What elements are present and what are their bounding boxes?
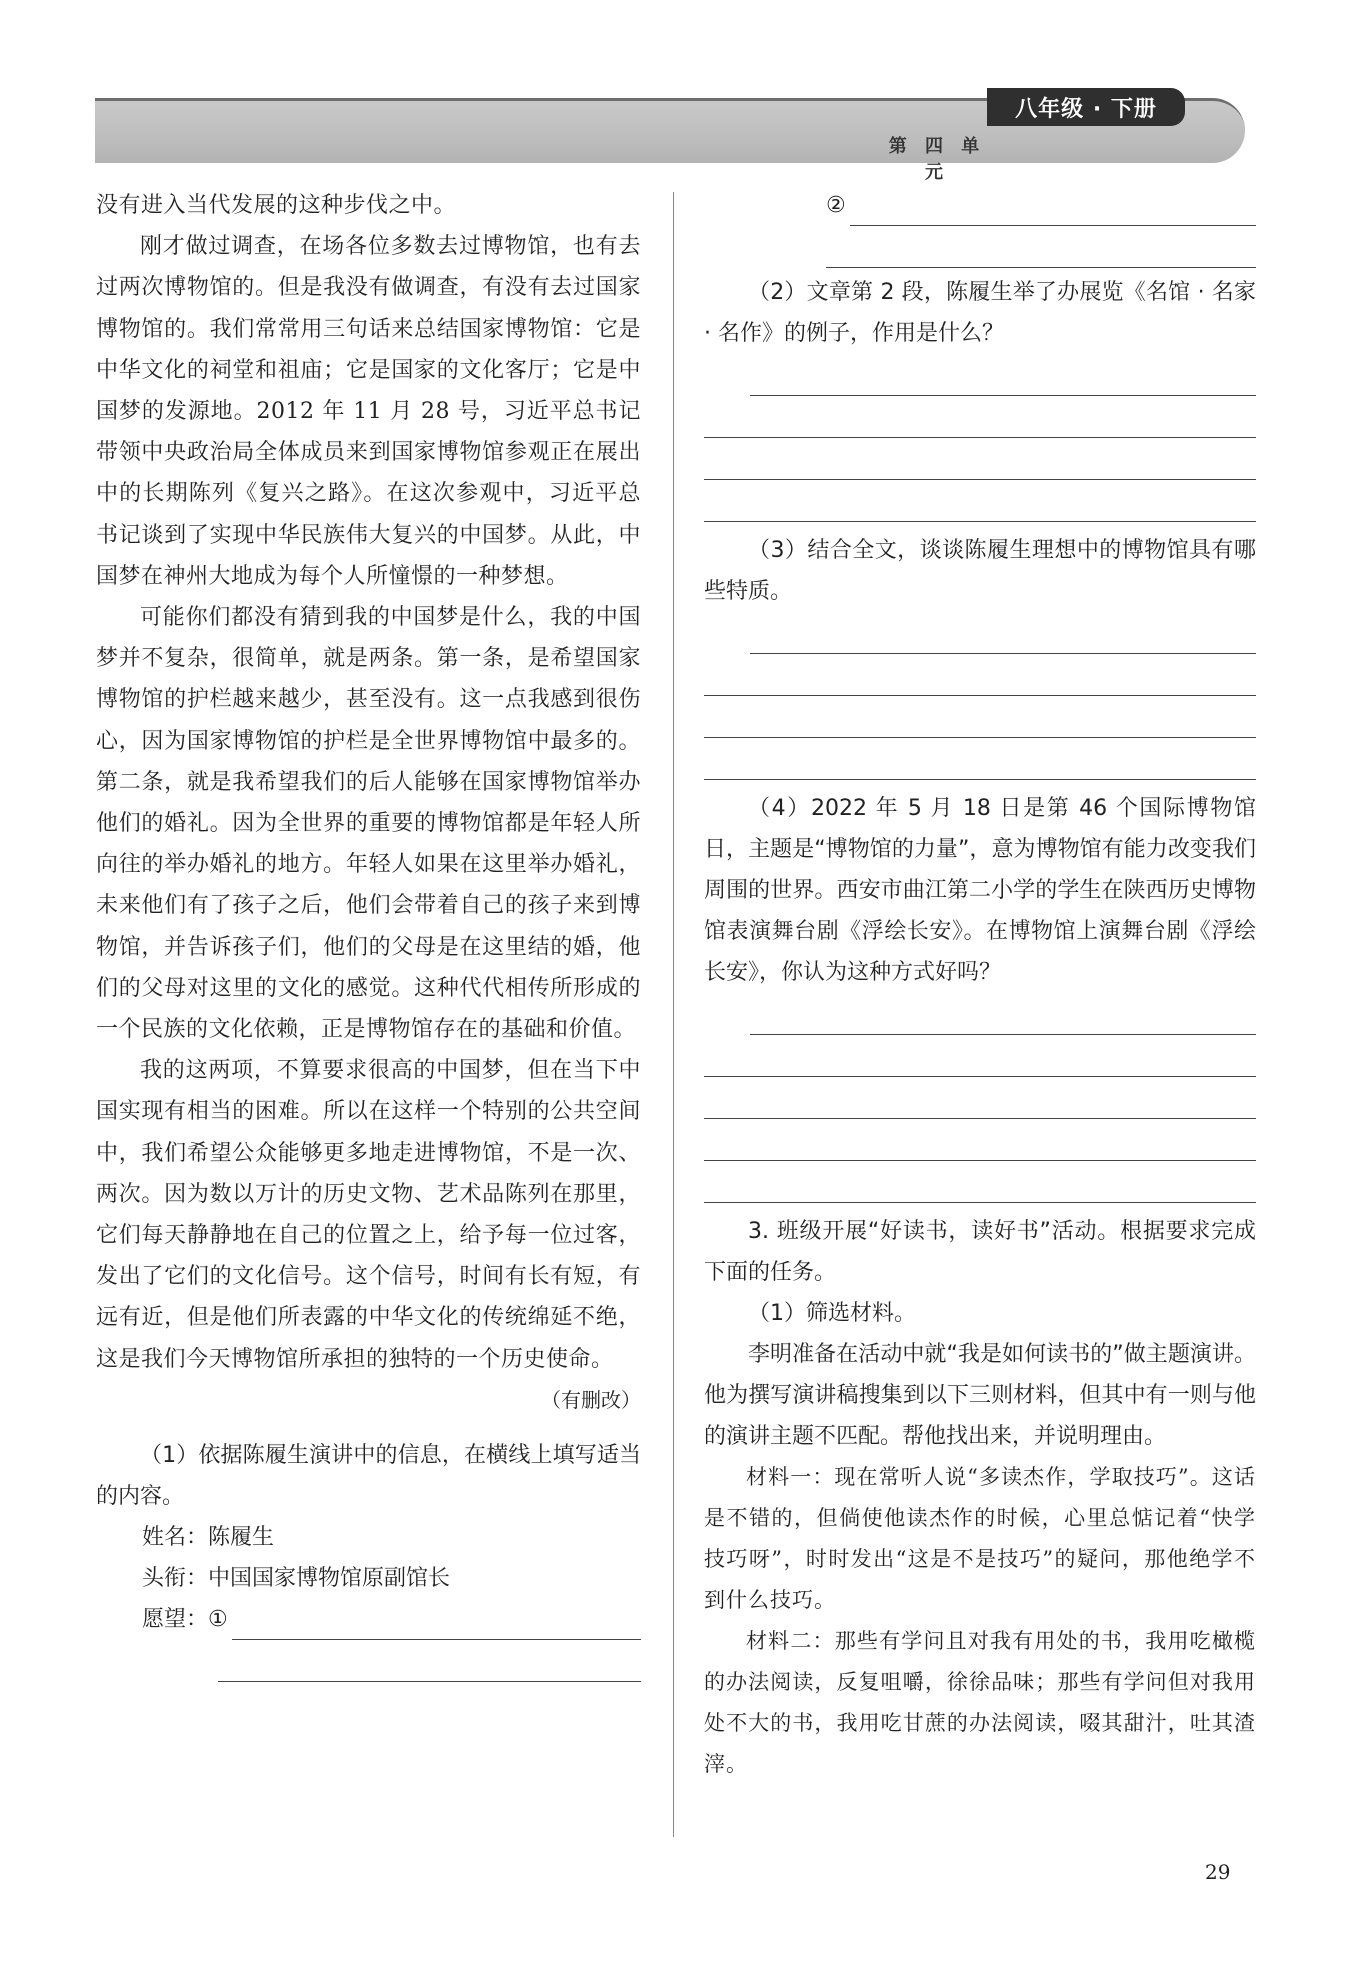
article-paragraph: 刚才做过调查，在场各位多数去过博物馆，也有去过两次博物馆的。但是我没有做调查，有没有去过国家博物馆的。我们常常用三句话来总结国家博物馆：它是中华文化的祠堂和祖庙；它是国家的文化客厅；它是中国梦的发源地。2012 年 11 月 28 号，习近平总书记带领中央政治局全体成员来到国家博物馆参观正在展出中的长期陈列《复兴之路》。在这次参观中，习近平总书记谈到了实现中华民族伟大复兴的中国梦。从此，中国梦在神州大地成为每个人所憧憬的一种梦想。 [96,234,641,589]
question-2: （2）文章第 2 段，陈履生举了办展览《名馆 · 名家 · 名作》的例子，作用是什么？ [704,280,1256,346]
title-text: 头衔：中国国家博物馆原副馆长 [142,1565,451,1591]
answer-line[interactable] [704,1119,1256,1161]
source-note: （有删改） [541,1387,641,1412]
wish-1-answer-field-continued[interactable] [218,1640,641,1682]
answer-line[interactable] [704,696,1256,738]
answer-line[interactable] [750,612,1256,654]
name-text: 姓名：陈履生 [142,1524,275,1550]
task-3-intro: 3. 班级开展“好读书，读好书”活动。根据要求完成下面的任务。 [704,1219,1256,1285]
article-paragraph: 我的这两项，不算要求很高的中国梦，但在当下中国实现有相当的困难。所以在这样一个特别的公共空间中，我们希望公众能够更多地走进博物馆，不是一次、两次。因为数以万计的历史文物、艺术品陈列在那里，它们每天静静地在自己的位置之上，给予每一位过客，发出了它们的文化信号。这个信号，时间有长有短，有远有近，但是他们所表露的中华文化的传统绵延不绝，这是我们今天博物馆所承担的独特的一个历史使命。 [96,1058,641,1372]
left-column [96,185,641,1682]
wish-2-label: ② [826,193,846,218]
wish-label: 愿望：① [142,1606,228,1632]
page-number: 29 [1205,1860,1231,1884]
answer-line[interactable] [750,354,1256,396]
article-paragraph: 没有进入当代发展的这种步伐之中。 [96,193,457,218]
answer-line[interactable] [704,738,1256,780]
wish-1-answer-field[interactable] [232,1609,641,1640]
title-line [96,1558,641,1599]
wish-2-answer-field[interactable] [850,195,1256,226]
wish-line [96,1599,641,1640]
article-paragraph: 可能你们都没有猜到我的中国梦是什么，我的中国梦并不复杂，很简单，就是两条。第一条，是希望国家博物馆的护栏越来越少，甚至没有。这一点我感到很伤心，因为国家博物馆的护栏是全世界博物馆中最多的。第二条，就是我希望我们的后人能够在国家博物馆举办他们的婚礼。因为全世界的重要的博物馆都是年轻人所向往的举办婚礼的地方。年轻人如果在这里举办婚礼，未来他们有了孩子之后，他们会带着自己的孩子来到博物馆，并告诉孩子们，他们的父母是在这里结的婚，他们的父母对这里的文化的感觉。这种代代相传所形成的一个民族的文化依赖，正是博物馆存在的基础和价值。 [96,605,641,1043]
task-3-description: 李明准备在活动中就“我是如何读书的”做主题演讲。他为撰写演讲稿搜集到以下三则材料，但其中有一则与他的演讲主题不匹配。帮他找出来，并说明理由。 [704,1342,1256,1449]
grade-badge: 八年级 · 下册 [987,88,1185,126]
answer-line[interactable] [750,993,1256,1035]
right-column [704,185,1256,1785]
answer-line[interactable] [704,438,1256,480]
material-1: 材料一：现在常听人说“多读杰作，学取技巧”。这话是不错的，但倘使他读杰作的时候，心里总惦记着“快学技巧呀”，时时发出“这是不是技巧”的疑问，那他绝学不到什么技巧。 [704,1465,1256,1612]
answer-line[interactable] [704,480,1256,522]
answer-line[interactable] [704,654,1256,696]
name-line [96,1517,641,1558]
question-3: （3）结合全文，谈谈陈履生理想中的博物馆具有哪些特质。 [704,538,1256,604]
wish-2-line [704,185,1256,226]
answer-line[interactable] [704,396,1256,438]
material-2: 材料二：那些有学问且对我有用处的书，我用吃橄榄的办法阅读，反复咀嚼，徐徐品味；那些有学问但对我用处不大的书，我用吃甘蔗的办法阅读，啜其甜汁，吐其渣滓。 [704,1629,1256,1776]
answer-line[interactable] [704,1161,1256,1203]
answer-line[interactable] [704,1035,1256,1077]
wish-2-answer-field-continued[interactable] [826,226,1256,268]
task-3-subtask-1: （1）筛选材料。 [748,1301,916,1326]
question-4: （4）2022 年 5 月 18 日是第 46 个国际博物馆日，主题是“博物馆的力量”，意为博物馆有能力改变我们周围的世界。西安市曲江第二小学的学生在陕西历史博物馆表演舞台剧《浮绘长安》。在博物馆上演舞台剧《浮绘长安》，你认为这种方式好吗？ [704,796,1256,985]
unit-label: 第 四 单 元 [888,136,986,183]
answer-line[interactable] [704,1077,1256,1119]
column-divider [673,192,674,1837]
question-1: （1）依据陈履生演讲中的信息，在横线上填写适当的内容。 [96,1442,641,1509]
